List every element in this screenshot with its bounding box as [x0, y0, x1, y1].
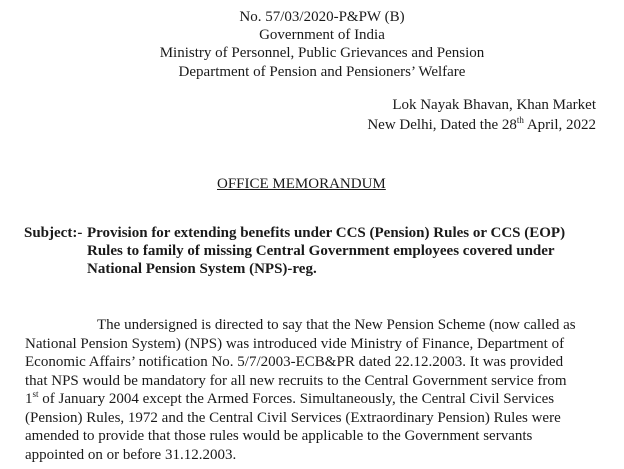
- government-title: Government of India: [259, 27, 385, 43]
- document-type-heading: OFFICE MEMORANDUM: [217, 176, 386, 192]
- date-day-suffix: th: [516, 115, 524, 125]
- date-prefix: New Delhi, Dated the 28: [367, 117, 517, 133]
- subject-line: Rules to family of missing Central Government employees covered under: [87, 243, 555, 259]
- date-rest: April, 2022: [523, 117, 596, 133]
- date-line: [367, 116, 596, 134]
- body-line: appointed on or before 31.12.2003.: [25, 446, 237, 463]
- reference-number: No. 57/03/2020-P&PW (B): [239, 9, 405, 25]
- ordinal-number: 1: [25, 391, 33, 407]
- body-line-rest: of January 2004 except the Armed Forces. Simultaneously, the Central Civil Services: [38, 391, 555, 407]
- body-line: National Pension System) (NPS) was introduced vide Ministry of Finance, Department of: [25, 335, 565, 352]
- ministry-title: Ministry of Personnel, Public Grievances and Pension: [159, 45, 485, 61]
- body-line: The undersigned is directed to say that the New Pension Scheme (now called as: [97, 317, 576, 333]
- subject-text: [87, 224, 565, 278]
- body-line: amended to provide that those rules would be applicable to the Government servants: [25, 428, 533, 444]
- subject-line: National Pension System (NPS)-reg.: [87, 261, 317, 277]
- ordinal-suffix: st: [32, 389, 39, 399]
- subject-line: Provision for extending benefits under CCS (Pension) Rules or CCS (EOP): [87, 225, 566, 241]
- body-line: (Pension) Rules, 1972 and the Central Civil Services (Extraordinary Pension) Rules were: [25, 409, 561, 426]
- body-line: that NPS would be mandatory for all new recruits to the Central Government service from: [25, 372, 567, 389]
- body-paragraph: [25, 316, 611, 464]
- department-title: Department of Pension and Pensioners’ Welfare: [178, 64, 466, 80]
- subject-label: Subject:-: [24, 225, 83, 241]
- body-line: Economic Affairs’ notification No. 5/7/2003-ECB&PR dated 22.12.2003. It was provided: [25, 354, 564, 370]
- office-location: Lok Nayak Bhavan, Khan Market: [392, 97, 596, 113]
- body-line: [25, 390, 611, 409]
